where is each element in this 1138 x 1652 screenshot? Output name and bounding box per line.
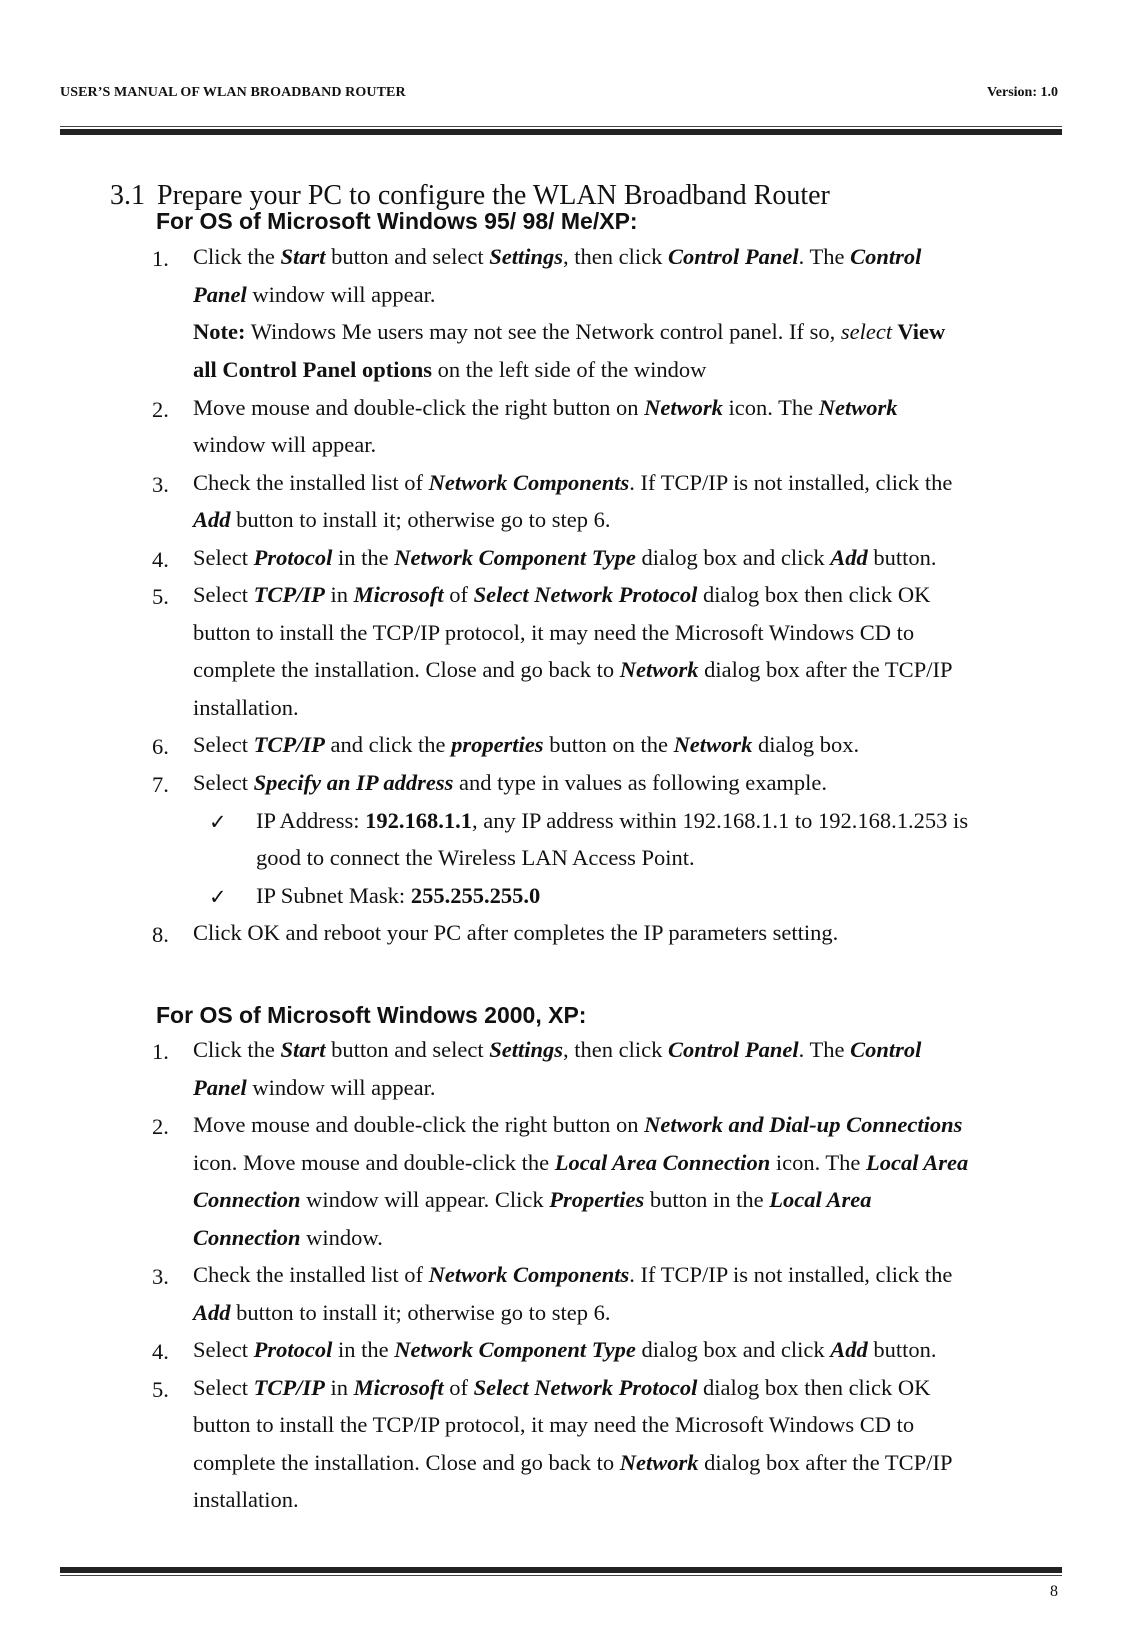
step-number: 6.: [152, 734, 169, 759]
os2-heading: For OS of Microsoft Windows 2000, XP:: [156, 1002, 587, 1028]
ip-address-line: IP Address: 192.168.1.1, any IP address within 192.168.1.1 to 192.168.1.253 is: [256, 808, 969, 833]
step-number: 3.: [152, 1264, 169, 1289]
os1-step5-cont2: complete the installation. Close and go back to Network dialog box after the TCP/IP: [193, 657, 953, 682]
os2-step3-cont: Add button to install it; otherwise go to step 6.: [193, 1300, 611, 1325]
os2-step5-cont: button to install the TCP/IP protocol, it may need the Microsoft Windows CD to: [193, 1412, 915, 1437]
os1-step5-cont: button to install the TCP/IP protocol, it may need the Microsoft Windows CD to: [193, 620, 915, 645]
os2-step2: Move mouse and double-click the right button on Network and Dial-up Connections: [193, 1112, 963, 1137]
os1-step2: Move mouse and double-click the right button on Network icon. The Network: [193, 395, 898, 420]
subnet-mask-line: IP Subnet Mask: 255.255.255.0: [256, 883, 541, 908]
os1-step1: Click the Start button and select Settings, then click Control Panel. The Control: [193, 244, 922, 269]
step-number: 3.: [152, 472, 169, 497]
section-title: 3.1 Prepare your PC to configure the WLAN Broadband Router: [110, 180, 830, 211]
page-number: 8: [1050, 1583, 1058, 1600]
os1-step3: Check the installed list of Network Components. If TCP/IP is not installed, click the: [193, 470, 953, 495]
manual-title: USER’S MANUAL OF WLAN BROADBAND ROUTER: [60, 85, 406, 100]
os2-step2-cont: icon. Move mouse and double-click the Local Area Connection icon. The Local Area: [193, 1150, 969, 1175]
os1-step5: Select TCP/IP in Microsoft of Select Network Protocol dialog box then click OK: [193, 582, 931, 607]
os1-heading: For OS of Microsoft Windows 95/ 98/ Me/XP:: [156, 208, 638, 234]
os2-step5-cont3: installation.: [193, 1487, 299, 1512]
os1-step3-cont: Add button to install it; otherwise go to step 6.: [193, 507, 611, 532]
step-number: 1.: [152, 246, 169, 271]
ip-address-cont: good to connect the Wireless LAN Access Point.: [256, 845, 695, 870]
version-label: Version: 1.0: [986, 85, 1058, 100]
os1-step2-cont: window will appear.: [193, 432, 377, 457]
header-rule: [60, 126, 1062, 135]
step-number: 5.: [152, 1377, 169, 1402]
os2-step1: Click the Start button and select Settings, then click Control Panel. The Control: [193, 1037, 922, 1062]
os1-note-cont: all Control Panel options on the left side of the window: [193, 357, 707, 382]
os2-step4: Select Protocol in the Network Component Type dialog box and click Add button.: [193, 1337, 937, 1362]
step-number: 4.: [152, 547, 169, 572]
os2-step2-cont3: Connection window.: [193, 1225, 383, 1250]
os1-step8: Click OK and reboot your PC after completes the IP parameters setting.: [193, 920, 839, 945]
os2-step5-cont2: complete the installation. Close and go back to Network dialog box after the TCP/IP: [193, 1450, 953, 1475]
step-number: 2.: [152, 397, 169, 422]
os1-step1-cont: Panel window will appear.: [193, 282, 436, 307]
step-number: 7.: [152, 772, 169, 797]
checkmark-icon: ✓: [209, 810, 227, 834]
os1-note: Note: Windows Me users may not see the Network control panel. If so, select View: [193, 319, 946, 344]
footer-rule: [60, 1565, 1062, 1576]
os1-step7: Select Specify an IP address and type in values as following example.: [193, 770, 828, 795]
os1-step5-cont3: installation.: [193, 695, 299, 720]
checkmark-icon: ✓: [209, 885, 227, 909]
os2-step2-cont2: Connection window will appear. Click Properties button in the Local Area: [193, 1187, 872, 1212]
os1-step6: Select TCP/IP and click the properties button on the Network dialog box.: [193, 732, 860, 757]
step-number: 1.: [152, 1039, 169, 1064]
step-number: 5.: [152, 584, 169, 609]
os2-step5: Select TCP/IP in Microsoft of Select Network Protocol dialog box then click OK: [193, 1375, 931, 1400]
step-number: 8.: [152, 922, 169, 947]
os2-step1-cont: Panel window will appear.: [193, 1075, 436, 1100]
os1-step4: Select Protocol in the Network Component Type dialog box and click Add button.: [193, 545, 937, 570]
step-number: 2.: [152, 1114, 169, 1139]
os2-step3: Check the installed list of Network Components. If TCP/IP is not installed, click the: [193, 1262, 953, 1287]
step-number: 4.: [152, 1339, 169, 1364]
